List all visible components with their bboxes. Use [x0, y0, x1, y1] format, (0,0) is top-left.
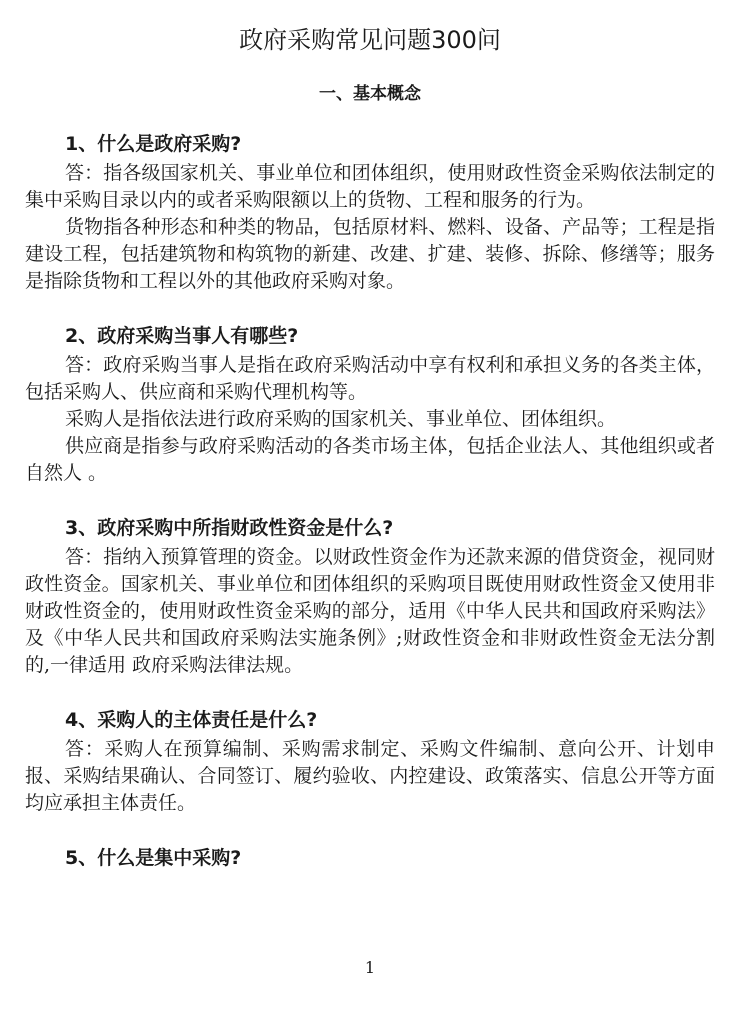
- answer-paragraph: 答：指各级国家机关、事业单位和团体组织，使用财政性资金采购依法制定的集中采购目录以内的或者采购限额以上的货物、工程和服务的行为。: [25, 162, 715, 211]
- page-number: 1: [364, 958, 376, 977]
- section-heading: 一、基本概念: [319, 84, 421, 104]
- qa-item-5: [25, 842, 715, 874]
- qa-item-2: [25, 320, 715, 487]
- qa-item-4: [25, 704, 715, 817]
- qa-item-1: [25, 128, 715, 295]
- answer-paragraph: 答：采购人在预算编制、采购需求制定、采购文件编制、意向公开、计划申报、采购结果确认、合同签订、履约验收、内控建设、政策落实、信息公开等方面均应承担主体责任。: [25, 738, 715, 814]
- question-heading: 4、采购人的主体责任是什么?: [65, 709, 318, 731]
- answer-paragraph: 答：政府采购当事人是指在政府采购活动中享有权利和承担义务的各类主体，包括采购人、供应商和采购代理机构等。: [25, 354, 715, 403]
- question-heading: 2、政府采购当事人有哪些?: [65, 325, 299, 347]
- question-heading: 3、政府采购中所指财政性资金是什么?: [65, 517, 394, 539]
- answer-paragraph: 采购人是指依法进行政府采购的国家机关、事业单位、团体组织。: [65, 408, 617, 430]
- answer-paragraph: 答：指纳入预算管理的资金。以财政性资金作为还款来源的借贷资金，视同财政性资金。国家机关、事业单位和团体组织的采购项目既使用财政性资金又使用非财政性资金的，使用财政性资金采购的部分，适用《中华人民共和国政府采购法》及《中华人民共和国政府采购法实施条例》;财政性资金和非财政性资金无法分割的,一律适用 政府采购法律法规。: [25, 546, 715, 676]
- answer-paragraph: 货物指各种形态和种类的物品，包括原材料、燃料、设备、产品等；工程是指建设工程，包括建筑物和构筑物的新建、改建、扩建、装修、拆除、修缮等；服务是指除货物和工程以外的其他政府采购对象。: [25, 216, 715, 292]
- document-title: 政府采购常见问题300问: [239, 26, 501, 54]
- document-body: [25, 128, 715, 899]
- question-heading: 5、什么是集中采购?: [65, 847, 242, 869]
- qa-item-3: [25, 512, 715, 679]
- question-heading: 1、什么是政府采购?: [65, 133, 242, 155]
- answer-paragraph: 供应商是指参与政府采购活动的各类市场主体，包括企业法人、其他组织或者自然人 。: [25, 435, 715, 484]
